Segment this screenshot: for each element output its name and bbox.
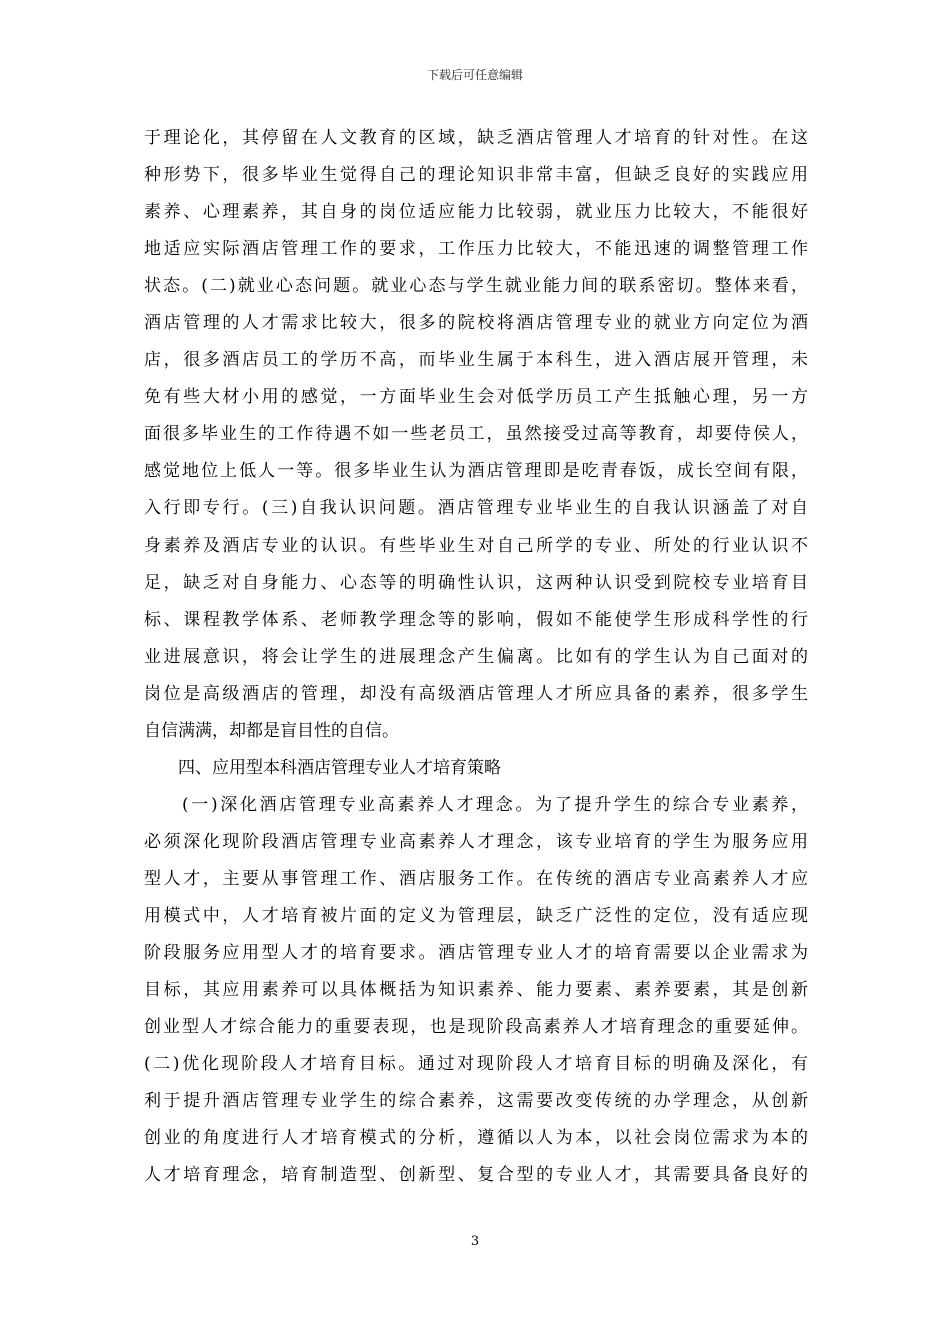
text-line: 酒店管理的人才需求比较大，很多的院校将酒店管理专业的就业方向定位为酒	[144, 313, 808, 334]
text-line: 阶段服务应用型人才的培育要求。酒店管理专业人才的培育需要以企业需求为	[144, 943, 808, 964]
document-body	[144, 120, 808, 1194]
text-line: 创业型人才综合能力的重要表现，也是现阶段高素养人才培育理念的重要延伸。	[144, 1017, 808, 1038]
text-line: 面很多毕业生的工作待遇不如一些老员工，虽然接受过高等教育，却要侍侯人，	[144, 424, 808, 445]
text-line: 标、课程教学体系、老师教学理念等的影响，假如不能使学生形成科学性的行	[144, 609, 808, 630]
text-line: 自信满满，却都是盲目性的自信。	[144, 720, 399, 741]
text-line: 地适应实际酒店管理工作的要求，工作压力比较大，不能迅速的调整管理工作	[144, 239, 808, 260]
page-header: 下载后可任意编辑	[426, 68, 523, 82]
text-line: (二)优化现阶段人才培育目标。通过对现阶段人才培育目标的明确及深化，有	[144, 1054, 808, 1075]
section-heading: 四、应用型本科酒店管理专业人才培育策略	[178, 757, 501, 778]
page-number: 3	[470, 1234, 480, 1249]
text-line: 感觉地位上低人一等。很多毕业生认为酒店管理即是吃青春饭，成长空间有限，	[144, 461, 808, 482]
text-line: 种形势下，很多毕业生觉得自己的理论知识非常丰富，但缺乏良好的实践应用	[144, 165, 808, 186]
text-line: 人才培育理念，培育制造型、创新型、复合型的专业人才，其需要具备良好的	[144, 1165, 808, 1186]
text-line: 店，很多酒店员工的学历不高，而毕业生属于本科生，进入酒店展开管理，未	[144, 350, 808, 371]
text-line: 利于提升酒店管理专业学生的综合素养，这需要改变传统的办学理念，从创新	[144, 1091, 808, 1112]
text-line: 必须深化现阶段酒店管理专业高素养人才理念，该专业培育的学生为服务应用	[144, 831, 808, 852]
text-line: 型人才，主要从事管理工作、酒店服务工作。在传统的酒店专业高素养人才应	[144, 868, 808, 889]
text-line: 目标，其应用素养可以具体概括为知识素养、能力要素、素养要素，其是创新	[144, 980, 808, 1001]
text-line: 入行即专行。(三)自我认识问题。酒店管理专业毕业生的自我认识涵盖了对自	[144, 498, 808, 519]
text-line: 素养、心理素养，其自身的岗位适应能力比较弱，就业压力比较大，不能很好	[144, 202, 808, 223]
text-line: 业进展意识，将会让学生的进展理念产生偏离。比如有的学生认为自己面对的	[144, 646, 808, 667]
text-line: (一)深化酒店管理专业高素养人才理念。为了提升学生的综合专业素养，	[182, 794, 808, 815]
text-line: 岗位是高级酒店的管理，却没有高级酒店管理人才所应具备的素养，很多学生	[144, 683, 808, 704]
text-line: 状态。(二)就业心态问题。就业心态与学生就业能力间的联系密切。整体来看，	[144, 276, 808, 297]
text-line: 于理论化，其停留在人文教育的区域，缺乏酒店管理人才培育的针对性。在这	[144, 128, 808, 148]
text-line: 创业的角度进行人才培育模式的分析，遵循以人为本，以社会岗位需求为本的	[144, 1128, 808, 1149]
text-line: 足，缺乏对自身能力、心态等的明确性认识，这两种认识受到院校专业培育目	[144, 572, 808, 593]
text-line: 身素养及酒店专业的认识。有些毕业生对自己所学的专业、所处的行业认识不	[144, 535, 808, 556]
text-line: 免有些大材小用的感觉，一方面毕业生会对低学历员工产生抵触心理，另一方	[144, 387, 808, 408]
text-line: 用模式中，人才培育被片面的定义为管理层，缺乏广泛性的定位，没有适应现	[144, 905, 808, 926]
